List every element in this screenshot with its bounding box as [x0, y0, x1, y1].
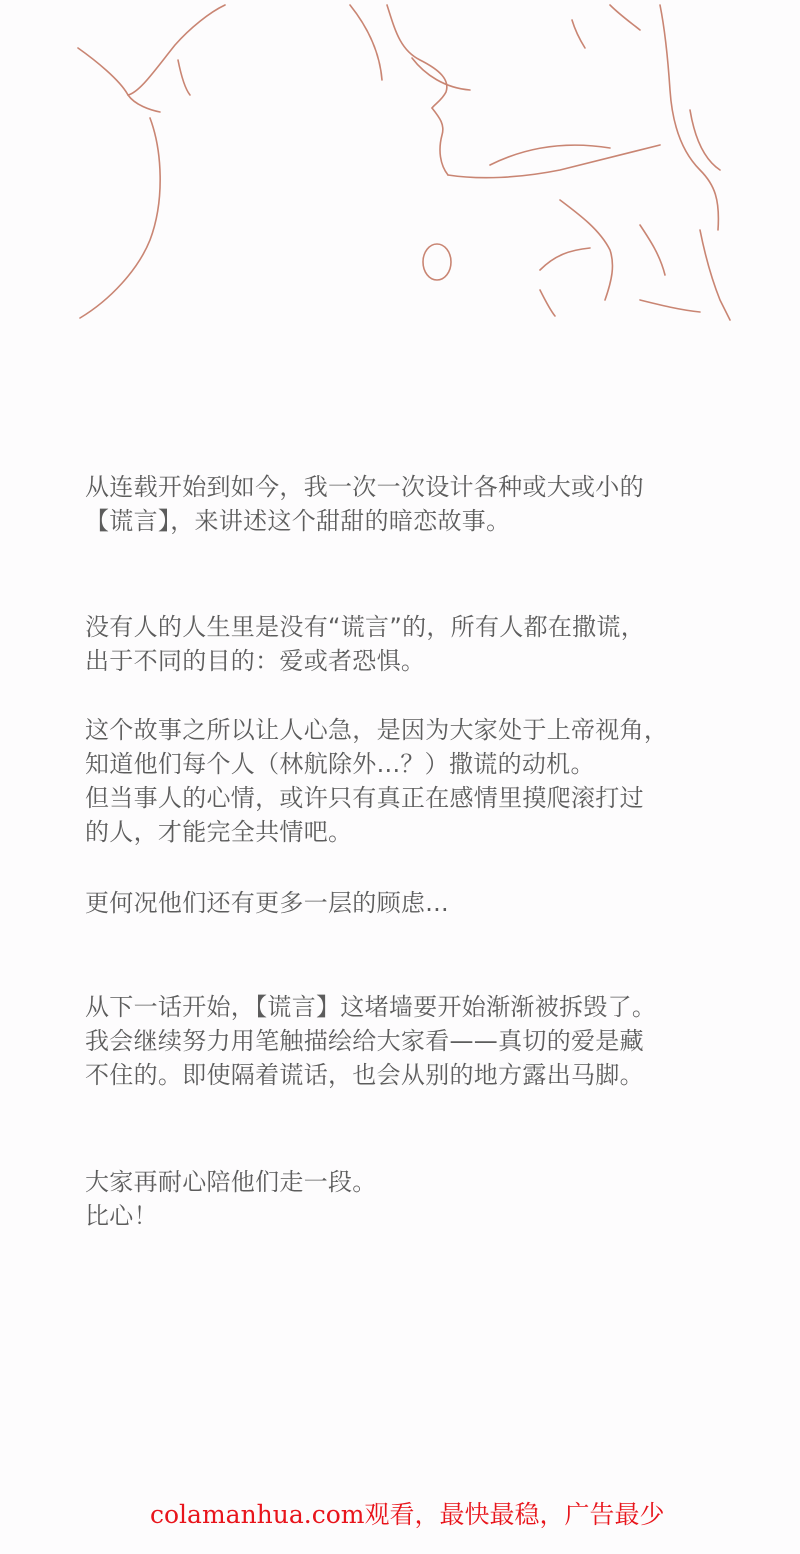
paragraph-line: 不住的。即使隔着谎话，也会从别的地方露出马脚。 — [85, 1061, 644, 1089]
paragraph-line: 从连载开始到如今，我一次一次设计各种或大或小的 — [85, 473, 644, 501]
sketch-stroke — [660, 5, 718, 230]
paragraph-line: 这个故事之所以让人心急，是因为大家处于上帝视角， — [85, 716, 669, 744]
paragraph — [85, 990, 745, 1092]
sketch-stroke — [572, 20, 585, 48]
paragraph-line: 从下一话开始，【谎言】这堵墙要开始渐渐被拆毁了。 — [85, 993, 657, 1021]
paragraph — [85, 610, 745, 678]
paragraph-line: 没有人的人生里是没有“谎言”的，所有人都在撒谎， — [85, 613, 646, 641]
sketch-stroke — [350, 5, 382, 80]
watermark-text: colamanhua.com观看，最快最稳，广告最少 — [150, 1500, 665, 1529]
sketch-stroke — [423, 244, 451, 280]
paragraph-line: 我会继续努力用笔触描绘给大家看——真切的爱是藏 — [85, 1027, 644, 1055]
paragraph — [85, 1165, 745, 1233]
paragraph — [85, 886, 745, 920]
paragraph-line: 出于不同的目的：爱或者恐惧。 — [85, 647, 426, 675]
paragraph-line: 知道他们每个人（林航除外...？）撒谎的动机。 — [85, 750, 595, 778]
sketch-stroke — [448, 145, 660, 178]
paragraph-line: 大家再耐心陪他们走一段。 — [85, 1168, 377, 1196]
sketch-stroke — [640, 225, 665, 275]
sketch-stroke — [540, 248, 590, 270]
paragraph-line: 【谎言】，来讲述这个甜甜的暗恋故事。 — [85, 507, 511, 535]
paragraph-line: 更何况他们还有更多一层的顾虑... — [85, 889, 449, 917]
sketch-illustration — [0, 0, 800, 330]
paragraph-line: 的人，才能完全共情吧。 — [85, 818, 353, 846]
sketch-stroke — [432, 108, 448, 175]
sketch-stroke — [540, 290, 555, 316]
sketch-stroke — [640, 300, 700, 312]
sketch-stroke — [700, 230, 730, 320]
sketch-stroke — [610, 5, 640, 30]
sketch-stroke — [128, 95, 160, 112]
sketch-stroke — [80, 118, 160, 318]
sketch-stroke — [560, 200, 612, 300]
sketch-stroke — [690, 110, 720, 170]
paragraph — [85, 713, 745, 849]
paragraph-line: 比心！ — [85, 1202, 158, 1230]
sketch-stroke — [178, 60, 190, 95]
sketch-stroke — [387, 5, 447, 108]
paragraph — [85, 470, 745, 538]
sketch-stroke — [78, 5, 225, 95]
paragraph-line: 但当事人的心情，或许只有真正在感情里摸爬滚打过 — [85, 784, 644, 812]
